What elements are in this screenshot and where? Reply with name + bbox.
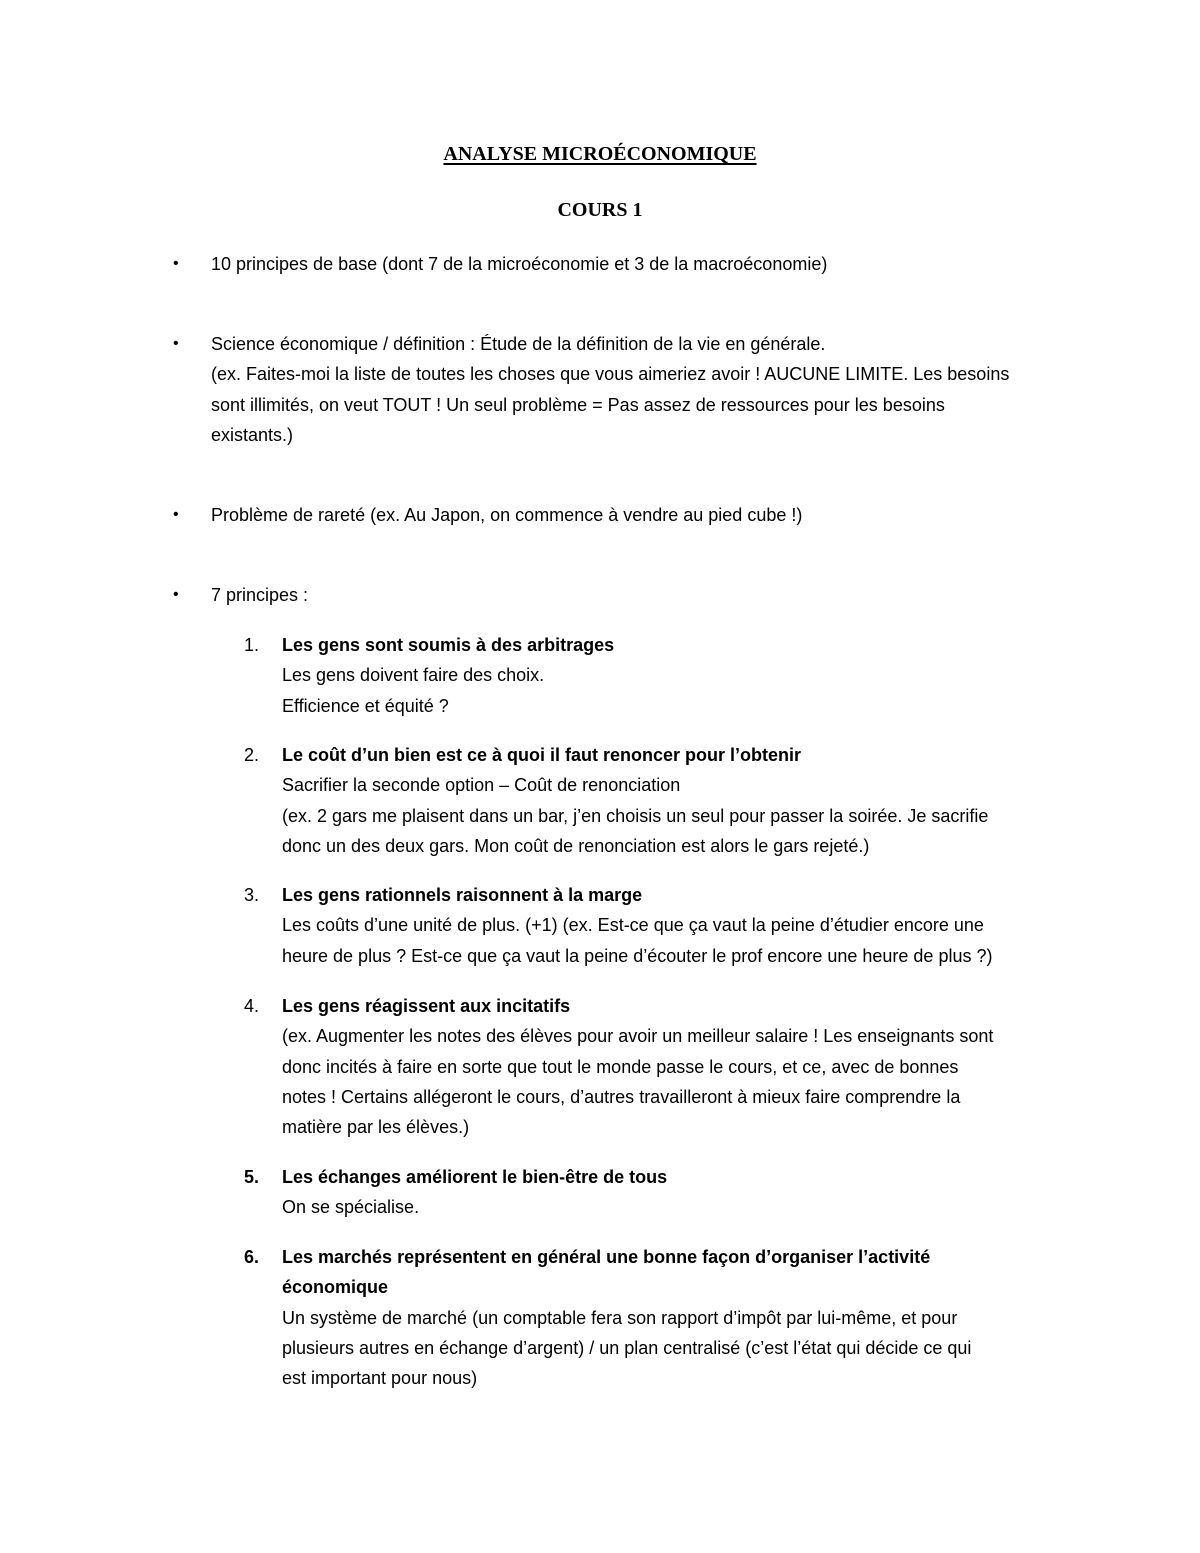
bullet-text xyxy=(211,329,1066,450)
principle-line: On se spécialise. xyxy=(282,1197,420,1218)
principle-heading: Les gens sont soumis à des arbitrages xyxy=(282,635,615,655)
principle-content xyxy=(282,880,1082,971)
bullet-line: Science économique / définition : Étude de la définition de la vie en générale. xyxy=(211,334,826,354)
principle-heading: Les échanges améliorent le bien-être de tous xyxy=(282,1167,668,1187)
principle-number: 4. xyxy=(244,996,260,1016)
bullet-dot-icon: • xyxy=(173,586,179,603)
principle-heading: Les marchés représentent en général une bonne façon d’organiser l’activité xyxy=(282,1247,931,1267)
principle-line: Les coûts d’une unité de plus. (+1) (ex. Est-ce que ça vaut la peine d’étudier encore une xyxy=(282,915,984,936)
bullet-line: (ex. Faites-moi la liste de toutes les choses que vous aimeriez avoir ! AUCUNE LIMITE. Les besoins xyxy=(211,364,1010,385)
bullet-line: Problème de rareté (ex. Au Japon, on commence à vendre au pied cube !) xyxy=(211,505,803,525)
principle-line: plusieurs autres en échange d’argent) / un plan centralisé (c’est l’état qui décide ce qui xyxy=(282,1337,972,1358)
principle-line: est important pour nous) xyxy=(282,1368,478,1389)
principle-line: donc incités à faire en sorte que tout le monde passe le cours, et ce, avec de bonnes xyxy=(282,1056,959,1077)
principle-number: 1. xyxy=(244,635,260,655)
bullet-dot-icon: • xyxy=(173,506,179,523)
bullet-line: 7 principes : xyxy=(211,585,309,605)
principle-number: 2. xyxy=(244,745,260,765)
bullet-text xyxy=(211,249,1066,279)
bullet-line: existants.) xyxy=(211,424,294,445)
principle-line: Efficience et équité ? xyxy=(282,695,449,716)
document-title: ANALYSE MICROÉCONOMIQUE xyxy=(443,143,757,165)
principle-line: donc un des deux gars. Mon coût de renonciation est alors le gars rejeté.) xyxy=(282,835,870,856)
principle-number: 6. xyxy=(244,1247,260,1267)
document-subtitle: COURS 1 xyxy=(557,199,643,221)
principle-content xyxy=(282,1162,1082,1223)
principle-line: Les gens doivent faire des choix. xyxy=(282,665,545,686)
bullet-line: sont illimités, on veut TOUT ! Un seul problème = Pas assez de ressources pour les besoins xyxy=(211,394,945,415)
principle-content xyxy=(282,630,1082,721)
principle-content xyxy=(282,740,1082,861)
principle-line: (ex. 2 gars me plaisent dans un bar, j’en choisis un seul pour passer la soirée. Je sacrifie xyxy=(282,805,989,826)
principle-line: notes ! Certains allégeront le cours, d’autres travailleront à mieux faire comprendre la xyxy=(282,1086,961,1107)
principle-line: heure de plus ? Est-ce que ça vaut la peine d’écouter le prof encore une heure de plus ?) xyxy=(282,945,993,966)
bullet-dot-icon: • xyxy=(173,335,179,352)
principle-content xyxy=(282,1242,1082,1393)
principle-heading: Le coût d’un bien est ce à quoi il faut renoncer pour l’obtenir xyxy=(282,745,802,765)
principle-line: matière par les élèves.) xyxy=(282,1117,470,1138)
principle-number: 3. xyxy=(244,885,260,905)
principle-number: 5. xyxy=(244,1167,260,1187)
bullet-line: 10 principes de base (dont 7 de la microéconomie et 3 de la macroéconomie) xyxy=(211,254,828,274)
bullet-text xyxy=(211,580,1066,610)
principle-heading: Les gens réagissent aux incitatifs xyxy=(282,996,571,1016)
principle-line: (ex. Augmenter les notes des élèves pour avoir un meilleur salaire ! Les enseignants sont xyxy=(282,1026,994,1047)
bullet-text xyxy=(211,500,1066,530)
principle-line: Sacrifier la seconde option – Coût de renonciation xyxy=(282,775,681,796)
principle-heading: économique xyxy=(282,1277,389,1298)
principle-content xyxy=(282,991,1082,1142)
principle-line: Un système de marché (un comptable fera son rapport d’impôt par lui-même, et pour xyxy=(282,1307,958,1328)
principle-heading: Les gens rationnels raisonnent à la marge xyxy=(282,885,643,905)
bullet-dot-icon: • xyxy=(173,255,179,272)
